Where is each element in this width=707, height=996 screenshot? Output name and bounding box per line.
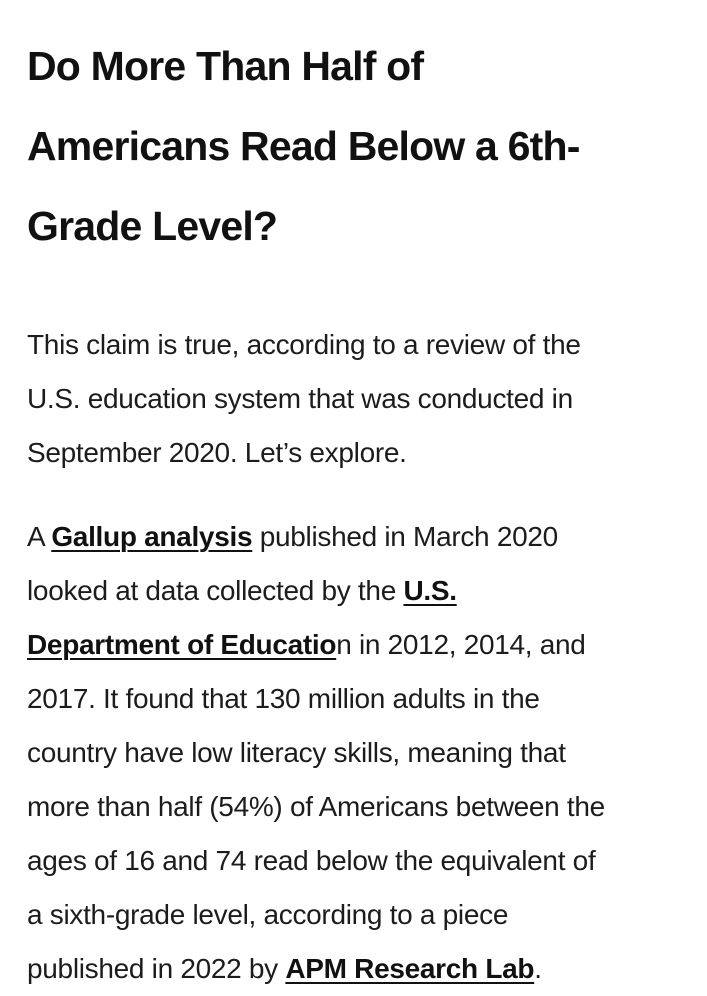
headline-line: Americans Read Below a 6th-	[27, 123, 580, 169]
paragraph-line: This claim is true, according to a review of the	[27, 329, 581, 360]
paragraph-line: country have low literacy skills, meaning that	[27, 737, 566, 768]
text-fragment: published in March 2020	[252, 521, 558, 552]
department-of-education-link[interactable]: U.S.	[403, 575, 457, 606]
paragraph-line: September 2020. Let’s explore.	[27, 437, 407, 468]
body-paragraph	[27, 510, 691, 996]
headline-line: Do More Than Half of	[27, 43, 424, 89]
article-headline	[27, 26, 691, 266]
text-fragment: n in 2012, 2014, and	[336, 629, 586, 660]
apm-research-lab-link[interactable]: APM Research Lab	[285, 953, 535, 984]
text-fragment: A	[27, 521, 52, 552]
text-fragment: looked at data collected by the	[27, 575, 404, 606]
paragraph-line: more than half (54%) of Americans between the	[27, 791, 605, 822]
paragraph-line	[27, 618, 691, 672]
paragraph-line: 2017. It found that 130 million adults in the	[27, 683, 540, 714]
intro-paragraph	[27, 318, 691, 480]
paragraph-line	[27, 942, 691, 996]
paragraph-line	[27, 510, 691, 564]
headline-line: Grade Level?	[27, 203, 278, 249]
paragraph-line: ages of 16 and 74 read below the equivalent of	[27, 845, 596, 876]
text-fragment: .	[534, 953, 542, 984]
text-fragment: published in 2022 by	[27, 953, 286, 984]
paragraph-line: U.S. education system that was conducted in	[27, 383, 573, 414]
gallup-analysis-link[interactable]: Gallup analysis	[51, 521, 253, 552]
paragraph-line	[27, 564, 691, 618]
paragraph-line: a sixth-grade level, according to a piece	[27, 899, 509, 930]
department-of-education-link[interactable]: Department of Educatio	[27, 629, 337, 660]
